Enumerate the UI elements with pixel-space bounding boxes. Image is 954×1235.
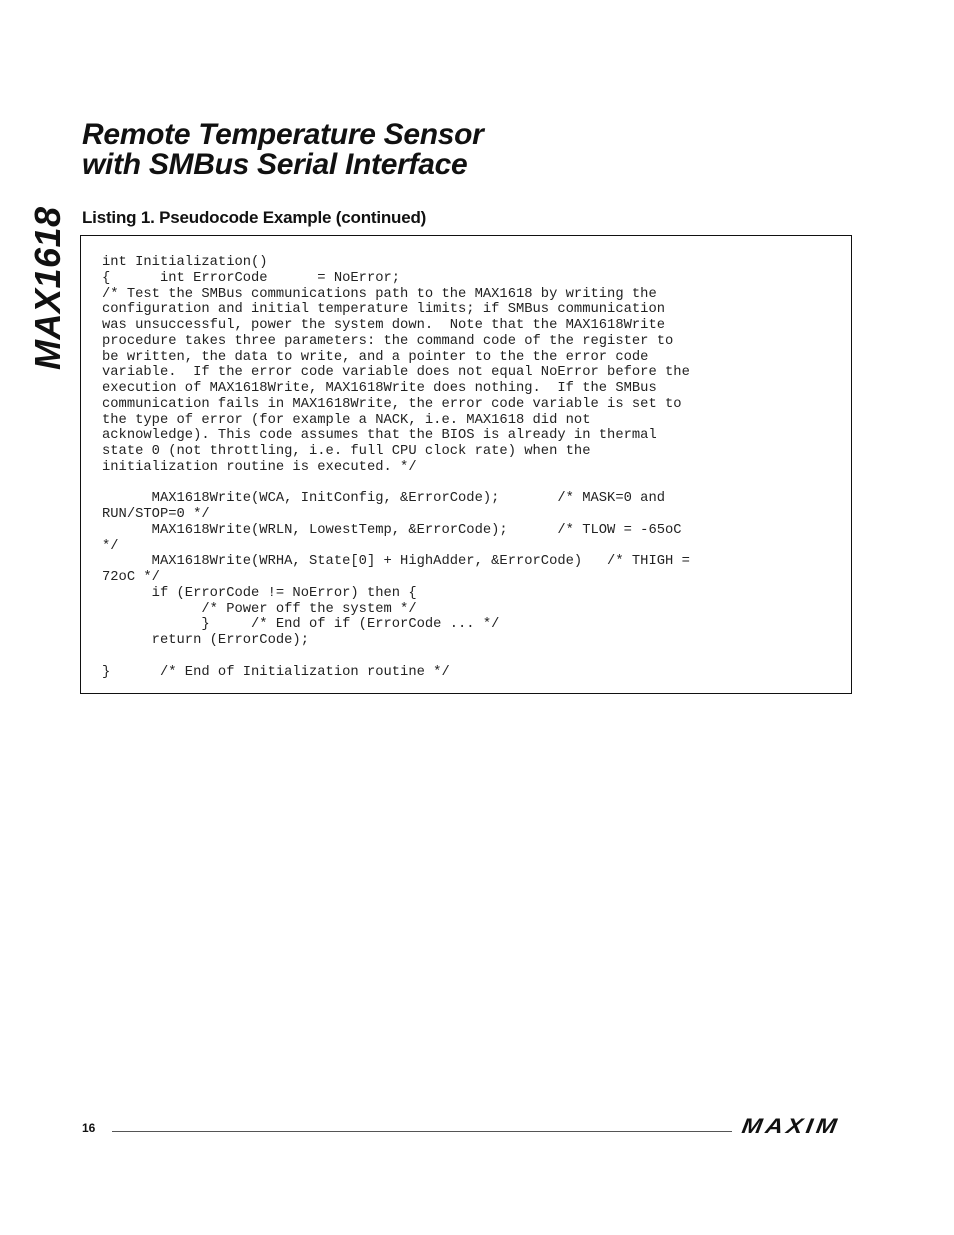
document-title-line-2: with SMBus Serial Interface (82, 148, 468, 181)
code-listing: int Initialization() { int ErrorCode = NoError; /* Test the SMBus communications path to the MAX1618 by writing the configuration and initial temperature limits; if SMBus communication was unsuccessful, power the system down. Note that the MAX1618Write procedure takes three parameters: the command code of the register to be written, the data to write, and a pointer to the the error code variable. If the error code variable does not equal NoError before the execution of MAX1618Write, MAX1618Write does nothing. If the SMBus communication fails in MAX1618Write, the error code variable is set to the type of error (for example a NACK, i.e. MAX1618 did not acknowledge). This code assumes that the BIOS is already in thermal state 0 (not throttling, i.e. full CPU clock rate) when the initialization routine is executed. */ MAX1618Write(WCA, InitConfig, &ErrorCode); /* MASK=0 and RUN/STOP=0 */ MAX1618Write(WRLN, LowestTemp, &ErrorCode); /* TLOW = -65oC */ MAX1618Write(WRHA, State[0] + HighAdder, &ErrorCode) /* THIGH = 72oC */ if (ErrorCode != NoError) then { /* Power off the system */ } /* End of if (ErrorCode ... */ return (ErrorCode); } /* End of Initialization routine */ (102, 255, 690, 680)
side-part-number (28, 205, 68, 370)
code-listing-box (80, 235, 852, 694)
document-title-line-1: Remote Temperature Sensor (82, 118, 484, 151)
side-part-number-text: MAX1618 (27, 206, 68, 370)
listing-heading: Listing 1. Pseudocode Example (continued) (82, 208, 427, 227)
footer-divider (112, 1131, 732, 1132)
maxim-logo (742, 1114, 854, 1140)
document-title (82, 120, 642, 180)
page-number: 16 (82, 1121, 96, 1135)
maxim-logo-text: MAXIM (740, 1115, 842, 1138)
